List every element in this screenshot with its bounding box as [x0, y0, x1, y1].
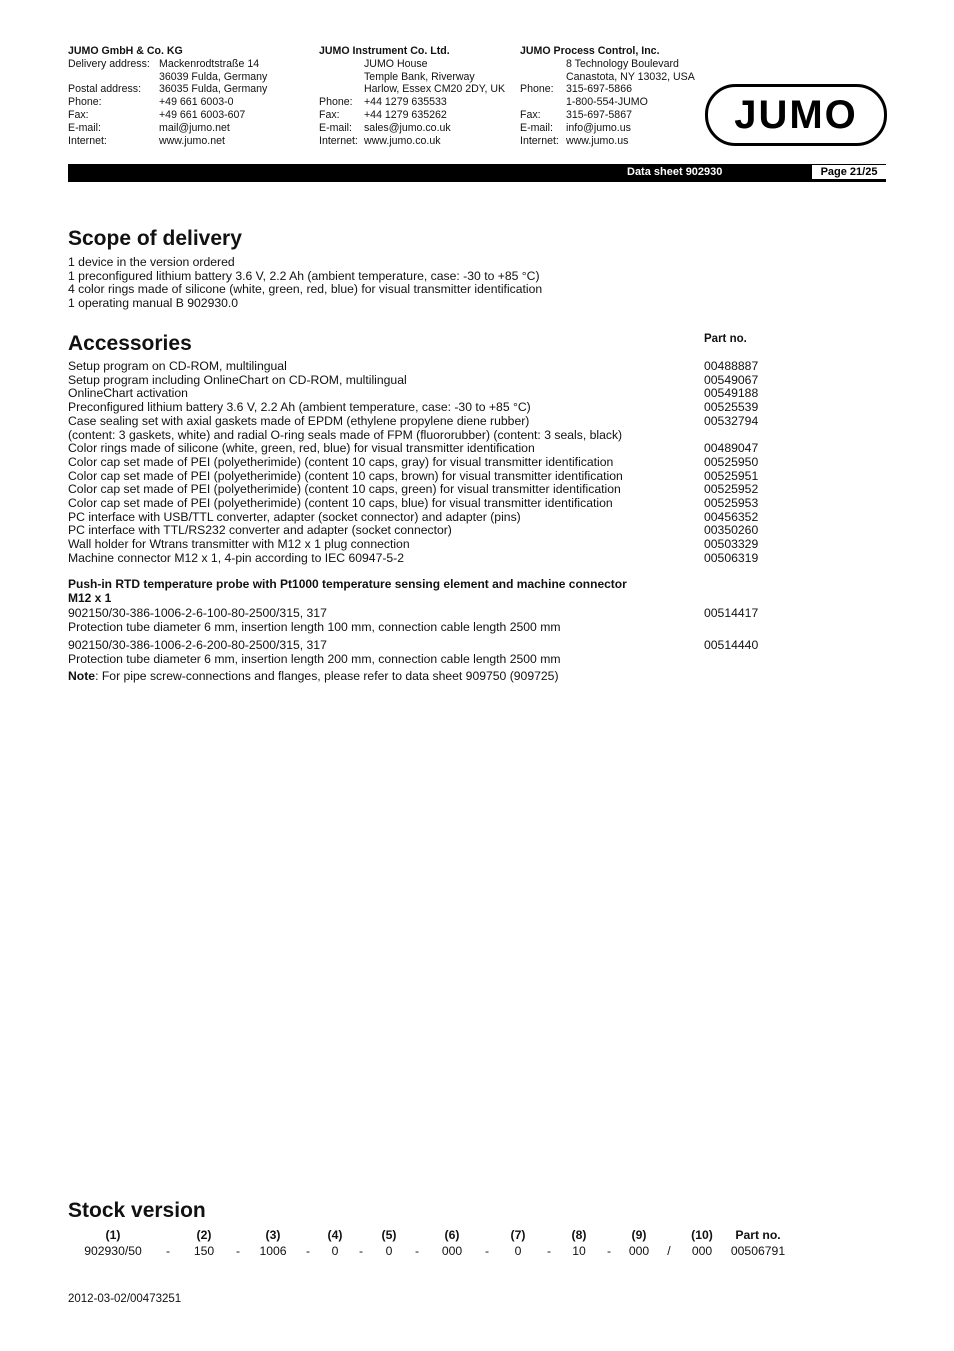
accessory-row — [68, 483, 768, 497]
scope-item: 4 color rings made of silicone (white, green, red, blue) for visual transmitter identification — [68, 282, 543, 297]
header-bar — [68, 164, 886, 182]
accessory-description: Setup program including OnlineChart on CD-ROM, multilingual — [68, 372, 407, 387]
accessory-description: Wall holder for Wtrans transmitter with M12 x 1 plug connection — [68, 537, 410, 552]
address-key: Fax: — [319, 108, 340, 121]
address-key — [520, 58, 566, 71]
accessory-description: Setup program on CD-ROM, multilingual — [68, 359, 287, 373]
stock-value-cell: / — [667, 1244, 671, 1258]
accessory-row — [68, 401, 768, 415]
stock-value-cell: 0 — [385, 1244, 393, 1258]
address-key: Fax: — [68, 108, 89, 121]
accessory-part-no: 00549067 — [704, 372, 759, 387]
probe-description: Protection tube diameter 6 mm, insertion length 200 mm, connection cable length 2500 mm — [68, 652, 561, 666]
accessory-row — [68, 387, 768, 401]
accessory-row — [68, 429, 768, 443]
address-line — [520, 135, 695, 148]
stock-header-cell: (8) — [571, 1228, 587, 1242]
address-value: 36035 Fulda, Germany — [159, 83, 268, 96]
page-number: Page 21/25 — [812, 165, 886, 179]
stock-header-cell: (10) — [691, 1228, 713, 1242]
stock-value-cell: 000 — [628, 1244, 650, 1258]
stock-value-cell: 10 — [572, 1244, 586, 1258]
address-value[interactable]: www.jumo.us — [566, 134, 629, 147]
accessory-part-no: 00525539 — [704, 400, 759, 415]
address-line — [520, 122, 695, 135]
address-value: 315-697-5866 — [566, 83, 632, 96]
address-line — [68, 122, 267, 135]
jumo-logo — [705, 84, 887, 146]
note-text: : For pipe screw-connections and flanges, please refer to data sheet 909750 (909725) — [95, 669, 559, 683]
address-key: Internet: — [319, 134, 358, 147]
address-value[interactable]: www.jumo.net — [159, 134, 225, 147]
accessory-description: (content: 3 gaskets, white) and radial O-ring seals made of FPM (fluororubber) (content: 3 seals, black) — [68, 427, 623, 442]
address-key — [319, 58, 364, 71]
address-value: Mackenrodtstraße 14 — [159, 57, 260, 70]
address-line — [68, 58, 267, 71]
stock-header-cell: Part no. — [735, 1228, 781, 1242]
accessory-part-no: 00489047 — [704, 441, 759, 456]
note — [68, 670, 559, 684]
address-key — [68, 71, 159, 84]
stock-value-cell: - — [484, 1244, 490, 1258]
address-key: Internet: — [68, 134, 107, 147]
address-line — [68, 83, 267, 96]
address-line — [319, 122, 505, 135]
address-value[interactable]: mail@jumo.net — [159, 121, 230, 134]
address-line — [68, 109, 267, 122]
stock-header-cell: (7) — [510, 1228, 526, 1242]
stock-value-cell: 0 — [331, 1244, 339, 1258]
address-value: 36039 Fulda, Germany — [159, 70, 268, 83]
section-title-stock: Stock version — [68, 1199, 206, 1222]
stock-value-cell: - — [235, 1244, 241, 1258]
stock-header-cell: (3) — [265, 1228, 281, 1242]
accessory-description: PC interface with TTL/RS232 converter and adapter (socket connector) — [68, 523, 452, 538]
address-key: Delivery address: — [68, 57, 150, 70]
probe-row — [68, 639, 768, 667]
probe-part-no: 00514417 — [704, 606, 759, 620]
stock-value-cell: - — [606, 1244, 612, 1258]
stock-value-cell: - — [546, 1244, 552, 1258]
address-key: Postal address: — [68, 83, 142, 96]
accessory-row — [68, 415, 768, 429]
stock-header-cell — [542, 1227, 556, 1243]
accessory-part-no: 00525953 — [704, 496, 759, 510]
address-line — [319, 83, 505, 96]
stock-header-cell: (9) — [631, 1228, 647, 1242]
note-label: Note — [68, 669, 96, 683]
accessory-row — [68, 442, 768, 456]
stock-value-cell: 000 — [691, 1244, 713, 1258]
stock-header-cell: (1) — [105, 1228, 121, 1242]
stock-header-cell: (5) — [381, 1228, 397, 1242]
address-line — [319, 135, 505, 148]
address-value: 1-800-554-JUMO — [566, 96, 648, 109]
accessory-description: Color cap set made of PEI (polyetherimide) (content 10 caps, green) for visual transmitter identification — [68, 482, 621, 497]
scope-item: 1 device in the version ordered — [68, 255, 235, 269]
accessory-row — [68, 497, 768, 511]
accessory-description: Machine connector M12 x 1, 4-pin according to IEC 60947-5-2 — [68, 550, 405, 565]
address-key: Fax: — [520, 108, 541, 121]
accessory-row — [68, 538, 768, 552]
address-value: +44 1279 635533 — [364, 96, 447, 109]
stock-header-cell — [662, 1227, 676, 1243]
address-line — [319, 96, 505, 109]
stock-value-cell: 902930/50 — [84, 1244, 142, 1258]
address-uk — [319, 45, 505, 147]
scope-item: 1 preconfigured lithium battery 3.6 V, 2.2 Ah (ambient temperature, case: -30 to +85 °C) — [68, 268, 540, 283]
address-usa — [520, 45, 695, 147]
address-line — [520, 58, 695, 71]
stock-value-cell: - — [305, 1244, 311, 1258]
stock-header-row — [68, 1227, 788, 1243]
stock-header-cell — [354, 1227, 368, 1243]
address-key: E-mail: — [520, 121, 553, 134]
accessory-part-no: 00525952 — [704, 482, 759, 497]
stock-header-cell: (4) — [327, 1228, 343, 1242]
stock-header-cell — [480, 1227, 494, 1243]
address-line — [319, 71, 505, 84]
document-id: 2012-03-02/00473251 — [68, 1293, 182, 1305]
stock-value-cell: - — [165, 1244, 171, 1258]
address-line — [520, 71, 695, 84]
address-key: Internet: — [520, 134, 559, 147]
company-name: JUMO GmbH & Co. KG — [68, 45, 183, 57]
address-line — [319, 109, 505, 122]
accessory-part-no: 00456352 — [704, 509, 759, 524]
accessory-row — [68, 470, 768, 484]
stock-header-cell: (6) — [444, 1228, 460, 1242]
address-key — [319, 83, 364, 96]
address-value: +44 1279 635262 — [364, 108, 447, 121]
accessory-row — [68, 524, 768, 538]
accessory-row — [68, 511, 768, 525]
scope-list — [68, 256, 542, 311]
probe-code: 902150/30-386-1006-2-6-200-80-2500/315, 317 — [68, 638, 327, 652]
address-key — [520, 96, 566, 109]
stock-header-cell: (2) — [196, 1228, 212, 1242]
address-key: E-mail: — [68, 121, 101, 134]
address-key: Phone: — [319, 96, 353, 109]
accessory-description: Color cap set made of PEI (polyetherimide) (content 10 caps, brown) for visual transmitter identification — [68, 468, 623, 483]
scope-item: 1 operating manual B 902930.0 — [68, 296, 239, 311]
address-line — [68, 96, 267, 109]
address-germany — [68, 45, 267, 147]
accessory-description: Color cap set made of PEI (polyetherimide) (content 10 caps, gray) for visual transmitter identification — [68, 454, 614, 469]
stock-header-cell — [410, 1227, 424, 1243]
stock-header-cell — [300, 1227, 316, 1243]
stock-value-row — [68, 1243, 788, 1259]
address-value: 315-697-5867 — [566, 108, 632, 121]
address-line — [68, 71, 267, 84]
accessory-row — [68, 360, 768, 374]
accessory-row — [68, 552, 768, 566]
probe-heading: Push-in RTD temperature probe with Pt1000 temperature sensing element and machine connector M12 x 1 — [68, 577, 627, 605]
address-line — [68, 135, 267, 148]
section-title-scope: Scope of delivery — [68, 227, 242, 250]
stock-header-cell — [158, 1227, 178, 1243]
stock-value-cell: 150 — [193, 1244, 215, 1258]
accessory-part-no: 00549188 — [704, 386, 759, 401]
address-value[interactable]: www.jumo.co.uk — [364, 134, 441, 147]
address-key — [319, 71, 364, 84]
address-value[interactable]: info@jumo.us — [566, 121, 631, 134]
stock-header-cell — [230, 1227, 246, 1243]
accessory-part-no: 00503329 — [704, 537, 759, 552]
company-name: JUMO Process Control, Inc. — [520, 45, 660, 57]
datasheet-label: Data sheet 902930 — [627, 166, 723, 178]
address-value: +49 661 6003-0 — [159, 96, 234, 109]
stock-value-cell: 0 — [514, 1244, 522, 1258]
address-line — [520, 109, 695, 122]
stock-header-cell — [602, 1227, 616, 1243]
stock-value-cell: - — [414, 1244, 420, 1258]
accessory-part-no: 00525950 — [704, 454, 759, 469]
logo-text: JUMO — [734, 93, 858, 137]
probe-code: 902150/30-386-1006-2-6-100-80-2500/315, 317 — [68, 606, 327, 620]
accessory-description: Preconfigured lithium battery 3.6 V, 2.2 Ah (ambient temperature, case: -30 to +85 °C) — [68, 400, 531, 415]
address-value[interactable]: sales@jumo.co.uk — [364, 121, 451, 134]
probe-description: Protection tube diameter 6 mm, insertion length 100 mm, connection cable length 2500 mm — [68, 620, 561, 634]
address-value: 8 Technology Boulevard — [566, 57, 679, 70]
address-key — [520, 71, 566, 84]
address-line — [520, 83, 695, 96]
part-no-header: Part no. — [704, 333, 747, 345]
address-value: Canastota, NY 13032, USA — [566, 70, 695, 83]
accessory-description: PC interface with USB/TTL converter, adapter (socket connector) and adapter (pins) — [68, 509, 521, 524]
probe-row — [68, 607, 768, 635]
probe-part-no: 00514440 — [704, 638, 759, 652]
accessory-part-no: 00506319 — [704, 550, 759, 565]
accessory-part-no: 00532794 — [704, 413, 759, 428]
accessory-part-no: 00525951 — [704, 468, 759, 483]
address-value: Temple Bank, Riverway — [364, 70, 475, 83]
accessory-description: OnlineChart activation — [68, 386, 188, 401]
section-title-accessories: Accessories — [68, 332, 192, 355]
address-line — [319, 58, 505, 71]
address-value: JUMO House — [364, 57, 428, 70]
stock-value-cell: - — [358, 1244, 364, 1258]
address-key: Phone: — [520, 83, 554, 96]
address-value: +49 661 6003-607 — [159, 108, 246, 121]
stock-value-cell: 000 — [441, 1244, 463, 1258]
accessory-description: Case sealing set with axial gaskets made of EPDM (ethylene propylene diene rubber) — [68, 413, 530, 428]
accessory-description: Color cap set made of PEI (polyetherimide) (content 10 caps, blue) for visual transmitter identification — [68, 496, 613, 510]
accessory-description: Color rings made of silicone (white, green, red, blue) for visual transmitter identification — [68, 441, 535, 456]
stock-value-cell: 00506791 — [730, 1244, 786, 1258]
company-name: JUMO Instrument Co. Ltd. — [319, 45, 450, 57]
address-key: E-mail: — [319, 121, 352, 134]
accessory-part-no: 00488887 — [704, 359, 759, 373]
address-key: Phone: — [68, 96, 102, 109]
address-value: Harlow, Essex CM20 2DY, UK — [364, 83, 506, 96]
address-line — [520, 96, 695, 109]
accessory-part-no: 00350260 — [704, 523, 759, 538]
accessory-row — [68, 456, 768, 470]
accessory-row — [68, 374, 768, 388]
stock-value-cell: 1006 — [259, 1244, 287, 1258]
stock-table — [68, 1227, 788, 1259]
